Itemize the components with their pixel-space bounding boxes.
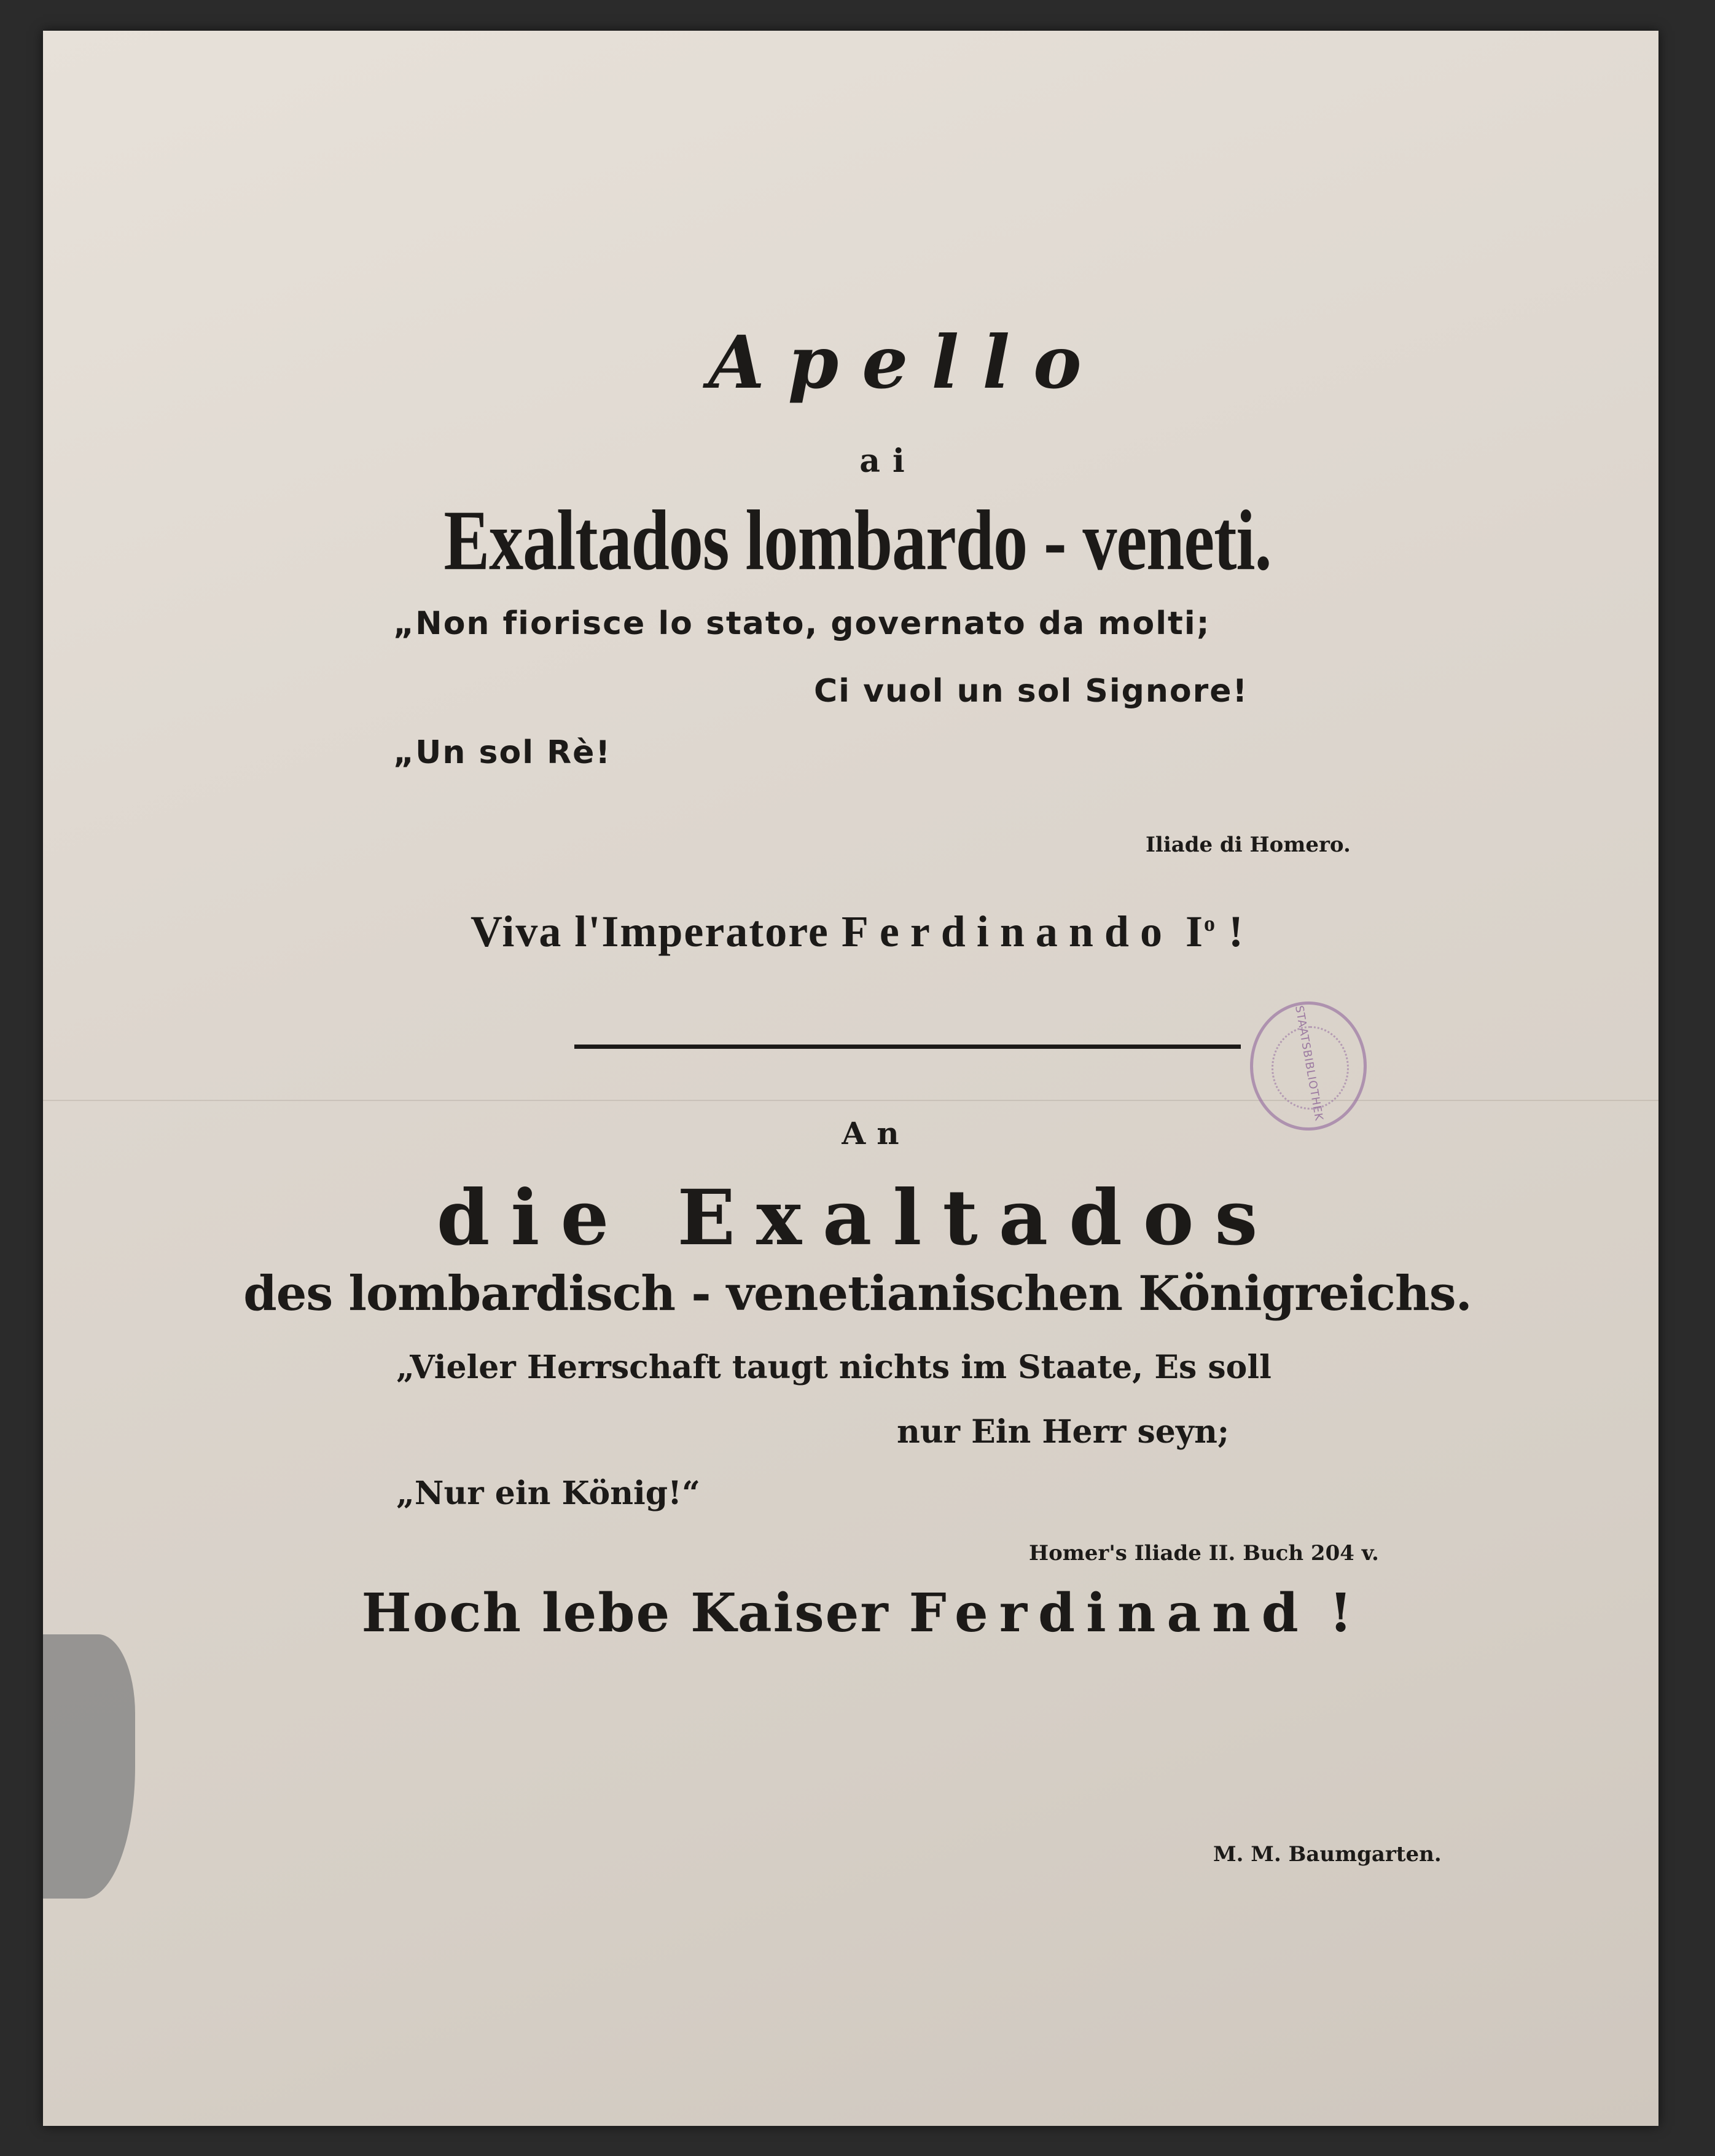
italian-quote-line2: Ci vuol un sol Signore! [814,673,1249,710]
italian-subtitle: Exaltados lombardo - veneti. [443,493,1272,589]
german-hoch-line [0,1582,1715,1644]
hoch-name: Ferdinand [908,1582,1310,1644]
german-subtitle: des lombardisch - venetianischen Königreichs. [243,1266,1472,1322]
german-source: Homer's Iliade II. Buch 204 v. [1029,1541,1379,1566]
italian-ai: ai [859,442,917,480]
library-stamp [1250,1002,1367,1131]
italian-quote-line3: „Un sol Rè! [393,734,612,771]
hoch-prefix: Hoch lebe Kaiser [361,1582,889,1644]
german-title: die Exaltados [436,1174,1279,1263]
german-an: An [842,1115,910,1151]
italian-title: Apello [708,319,1105,405]
italian-viva-line [0,906,1715,957]
italian-source: Iliade di Homero. [1146,833,1351,857]
italian-quote-line1: „Non fiorisce lo stato, governato da molti; [393,605,1211,642]
printer-signature: M. M. Baumgarten. [1213,1842,1442,1867]
german-quote-line2: nur Ein Herr seyn; [897,1413,1230,1451]
divider-rule [574,1045,1241,1049]
german-quote-line1: „Vieler Herrschaft taugt nichts im Staate, Es soll [396,1349,1272,1386]
viva-name: Ferdinando [841,907,1173,956]
viva-end: ! [1229,907,1244,956]
viva-prefix: Viva l'Imperatore [471,907,829,956]
viva-numeral: I [1185,907,1204,956]
viva-sup: o [1204,911,1216,936]
hoch-end: ! [1329,1582,1354,1644]
german-quote-line3: „Nur ein König!“ [396,1475,700,1512]
stamp-text: STAATSBIBLIOTHEK [1292,1005,1326,1123]
paper-fold-line [43,1100,1658,1101]
